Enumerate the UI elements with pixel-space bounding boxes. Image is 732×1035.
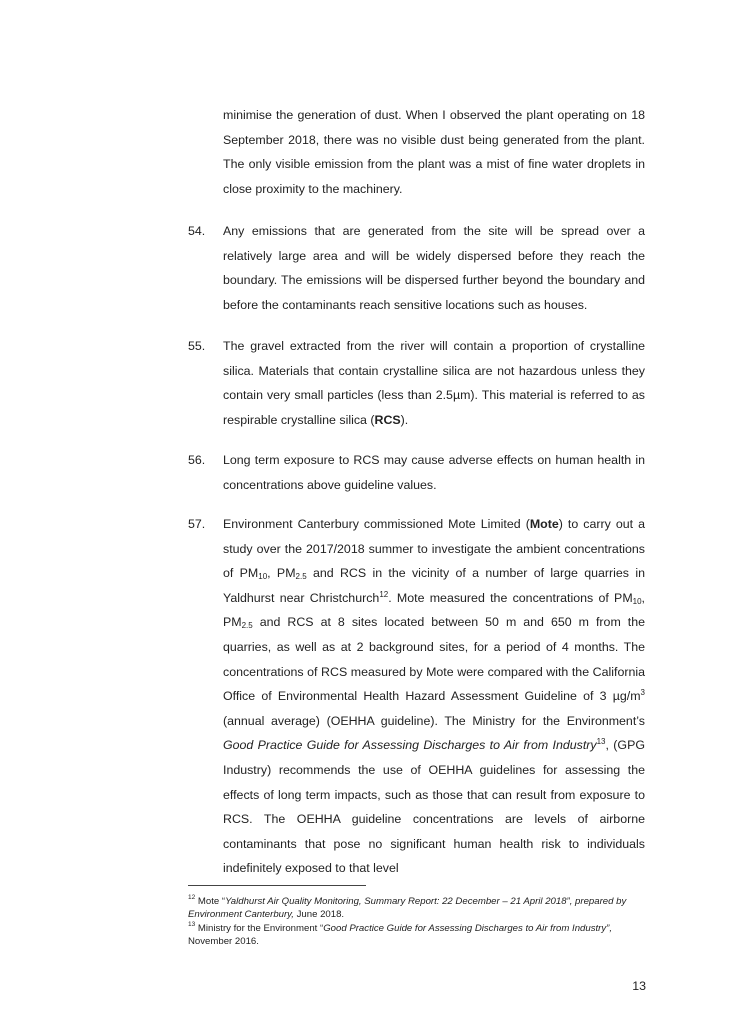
footnote-13-number: 13 bbox=[188, 921, 196, 928]
paragraph-55-text-b: ). bbox=[400, 412, 409, 427]
footnote-12-post: June 2018. bbox=[293, 909, 345, 920]
pm25-subscript-2: 2.5 bbox=[241, 621, 253, 631]
footnote-12-pre: Mote “ bbox=[195, 896, 226, 907]
footnote-13-post: November 2016. bbox=[188, 936, 259, 947]
footnote-12-title: Yaldhurst Air Quality Monitoring, Summary Report: 22 December – 21 April 2018”, prepared by Environment Canterbury, bbox=[188, 896, 627, 920]
page-number: 13 bbox=[632, 979, 646, 993]
footnote-13 bbox=[188, 922, 646, 948]
rcs-definition: RCS bbox=[374, 412, 401, 427]
p57-text-6: , PM bbox=[223, 590, 645, 630]
pm25-subscript: 2.5 bbox=[295, 572, 307, 582]
p57-text-9: , (GPG Industry) recommends the use of OEHHA guidelines for assessing the effects of long term impacts, such as those that can result from exposure to RCS. The OEHHA guideline concentrations are levels of airborne contaminants that pose no significant human health risk to individuals indefinitely exposed to that level bbox=[223, 738, 645, 876]
paragraph-54: Any emissions that are generated from the site will be spread over a relatively large area and will be widely dispersed before they reach the boundary. The emissions will be dispersed further beyond the boundary and before the contaminants reach sensitive locations such as houses. bbox=[223, 224, 645, 312]
p57-text-1: Environment Canterbury commissioned Mote Limited ( bbox=[223, 517, 530, 531]
paragraph-53-continuation: minimise the generation of dust. When I observed the plant operating on 18 September 2018, there was no visible dust being generated from the plant. The only visible emission from the plant was a mist of fine water droplets in close proximity to the machinery. bbox=[223, 108, 645, 196]
p57-text-8: (annual average) (OEHHA guideline). The Ministry for the Environment’s bbox=[223, 713, 645, 728]
pm10-subscript-2: 10 bbox=[632, 596, 642, 606]
footnote-12 bbox=[188, 895, 646, 921]
footnote-13-title: Good Practice Guide for Assessing Discharges to Air from Industry”, bbox=[323, 923, 613, 934]
gpg-title: Good Practice Guide for Assessing Discharges to Air from Industry bbox=[223, 738, 597, 753]
footnote-separator bbox=[188, 885, 366, 886]
mote-definition: Mote bbox=[529, 517, 559, 531]
paragraph-56-number: 56. bbox=[188, 453, 206, 467]
footnote-ref-12[interactable]: 12 bbox=[379, 589, 389, 599]
pm10-subscript: 10 bbox=[258, 572, 268, 582]
p57-text-3: , PM bbox=[267, 566, 296, 581]
p57-text-7: and RCS at 8 sites located between 50 m and 650 m from the quarries, as well as at 2 background sites, for a period of 4 months. The concentrations of RCS measured by Mote were compared with the California Office of Environmental Health Hazard Assessment Guideline of 3 µg/m bbox=[223, 615, 645, 704]
p57-text-5: . Mote measured the concentrations of PM bbox=[388, 590, 633, 605]
cubic-superscript: 3 bbox=[640, 688, 645, 698]
paragraph-57-number: 57. bbox=[188, 517, 206, 531]
paragraph-57 bbox=[223, 512, 645, 881]
p57-text-4: and RCS in the vicinity of a number of large quarries in Yaldhurst near Christchurch bbox=[223, 566, 645, 605]
footnote-12-number: 12 bbox=[188, 894, 196, 901]
paragraph-54-number: 54. bbox=[188, 224, 206, 238]
footnote-13-pre: Ministry for the Environment “ bbox=[195, 923, 324, 934]
paragraph-55-number: 55. bbox=[188, 339, 206, 353]
paragraph-56: Long term exposure to RCS may cause adverse effects on human health in concentrations above guideline values. bbox=[223, 453, 645, 492]
paragraph-55 bbox=[223, 334, 645, 432]
footnote-ref-13[interactable]: 13 bbox=[596, 737, 606, 747]
p57-text-2: ) to carry out a study over the 2017/2018 summer to investigate the ambient concentrations of PM bbox=[223, 517, 645, 581]
paragraph-55-text-a: The gravel extracted from the river will contain a proportion of crystalline silica. Materials that contain crystalline silica are not hazardous unless they contain very small particles (less than 2.5µm). This material is referred to as respirable crystalline silica ( bbox=[223, 339, 645, 427]
